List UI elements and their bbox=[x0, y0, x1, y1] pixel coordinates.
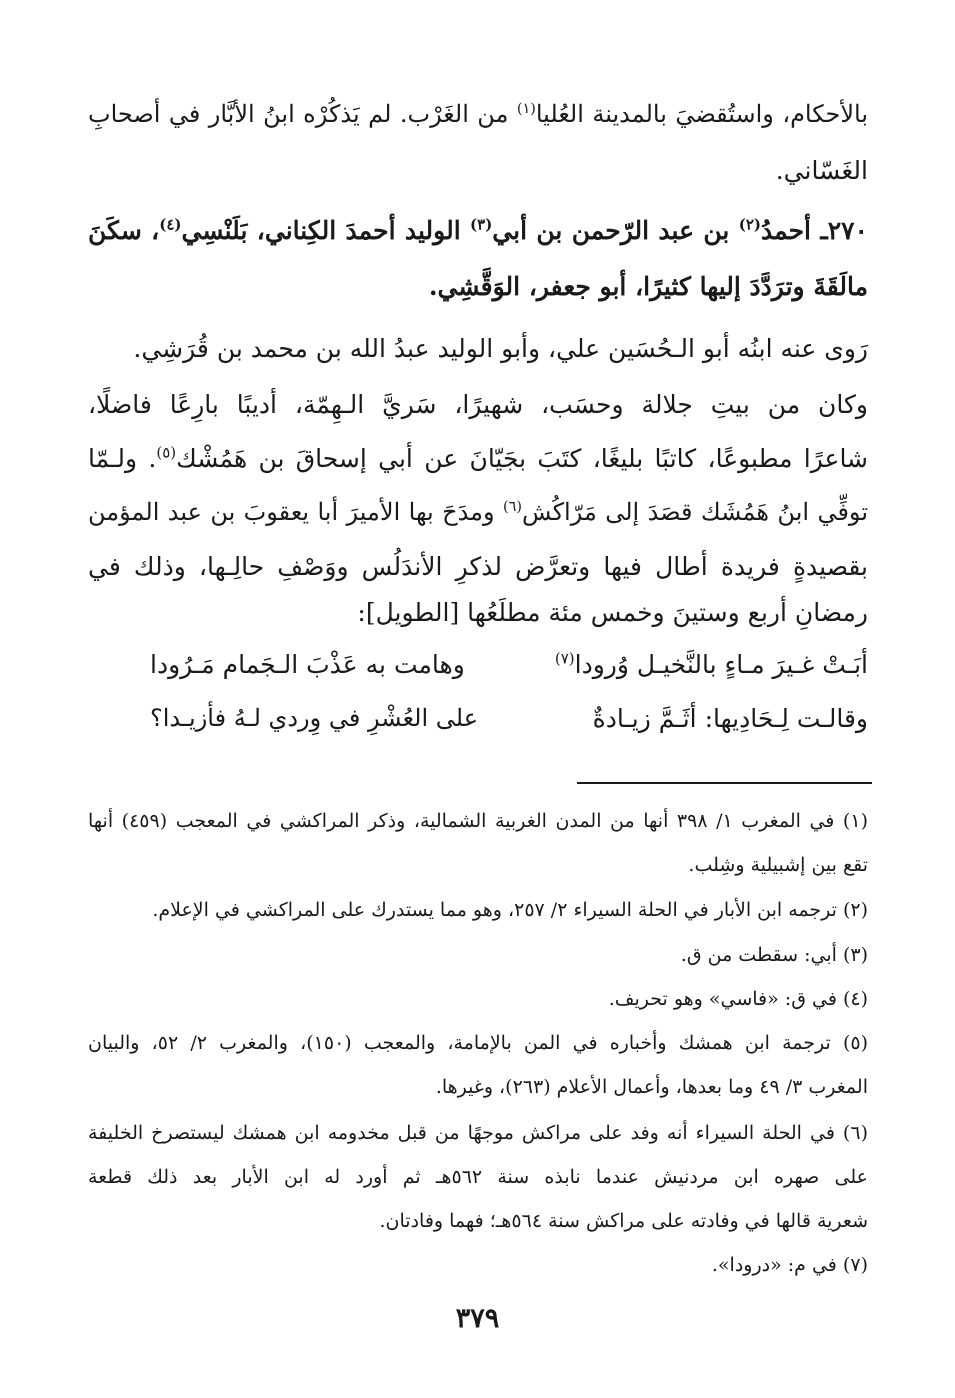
body-line: وكان من بيتِ جلالة وحسَب، شهيرًا، سَريَّ الـهِمّة، أديبًا بارِعًا فاضلًا، bbox=[88, 390, 868, 419]
footnote-separator bbox=[577, 782, 872, 784]
footnote-ref[interactable]: (١) bbox=[516, 101, 536, 117]
body-line: بالأحكام، واستُقضيَ بالمدينة العُليا$^{(١)}$ من الغَرْب. لم يَذكُرْه ابنُ الأبَّار في أصحابِ bbox=[88, 100, 869, 128]
body-line: شاعرًا مطبوعًا، كاتبًا بليغًا، كتَبَ بجَيّانَ عن أبي إسحاقَ بن هَمُشْك$^{(٥)}$. ولـمّا bbox=[88, 443, 869, 473]
body-line: رمضانِ أربع وستينَ وخمس مئة مطلَعُها [الطويل]: bbox=[357, 598, 868, 627]
footnote-line: شعرية قالها في وفادته على مراكش سنة ٥٦٤هـ؛ فهما وفادتان. bbox=[379, 1210, 868, 1232]
footnote-line: (٣) أبي: سقطت من ق. bbox=[680, 944, 868, 966]
verse-hemistich-right: وقالـت لِـحَادِيها: أثَـمَّ زيـادةٌ bbox=[592, 704, 868, 733]
verse-hemistich-left: على العُشْرِ في وِردي لـهُ فأزيـدا؟ bbox=[150, 704, 479, 732]
verse-hemistich-left: وهامت به عَذْبَ الـجَمام مَـرُودا bbox=[150, 650, 465, 679]
footnote-line: (٧) في م: «درودا». bbox=[711, 1254, 868, 1276]
body-line: بقصيدةٍ فريدة أطال فيها وتعرَّض لذكرِ الأندَلُس ووَصْفِ حالِـها، وذلك في bbox=[88, 552, 868, 581]
footnote-line: تقع بين إشبيلية وشِلب. bbox=[688, 854, 868, 876]
page-number: ٣٧٩ bbox=[455, 1303, 500, 1334]
footnote-ref[interactable]: (٧) bbox=[554, 649, 575, 668]
body-line: توفِّي ابنُ هَمُشَك قصَدَ إلى مَرّاكُش$^{(٦)}$ ومدَحَ بها الأميرَ أبا يعقوبَ بن عبد المؤمن bbox=[88, 498, 869, 526]
footnote-line: (٦) في الحلة السيراء أنه وفد على مراكش موجهًا من قبل مخدومه ابن همشك ليستصرخ الخليفة bbox=[88, 1122, 868, 1144]
entry-heading-line: مالَقَةَ وترَدَّدَ إليها كثيرًا، أبو جعفر، الوَقَّشِي. bbox=[428, 272, 868, 301]
verse-hemistich-right: أبَـتْ غـيرَ مـاءٍ بالنَّخيـل وُرودا$^{(٧)}$ bbox=[554, 649, 868, 679]
footnote-ref[interactable]: (٤) bbox=[159, 215, 182, 234]
footnote-ref[interactable]: (٢) bbox=[738, 215, 762, 234]
body-line: الغَسّاني. bbox=[775, 156, 868, 185]
footnote-line: على صهره ابن مردنيش عندما نابذه سنة ٥٦٢هـ ثم أورد له ابن الأبار بعد ذلك قطعة bbox=[88, 1166, 869, 1188]
footnote-line: (١) في المغرب ١/ ٣٩٨ أنها من المدن الغربية الشمالية، وذكر المراكشي في المعجب (٤٥٩) أنها bbox=[88, 810, 868, 832]
entry-heading-line: ٢٧٠ـ أحمدُ$^{(٢)}$ بن عبد الرّحمن بن أبي$^{(٣)}$ الوليد أحمدَ الكِناني، بَلَنْسِي$^{(٤)}$، سكَنَ bbox=[88, 215, 868, 245]
body-line: رَوى عنه ابنُه أبو الـحُسَين علي، وأبو الوليد عبدُ الله بن محمد بن قُرَشِي. bbox=[133, 334, 868, 363]
footnote-line: (٥) ترجمة ابن همشك وأخباره في المن بالإمامة، والمعجب (١٥٠)، والمغرب ٢/ ٥٢، والبيان bbox=[88, 1032, 868, 1054]
footnote-ref[interactable]: (٦) bbox=[503, 499, 523, 515]
footnote-ref[interactable]: (٣) bbox=[470, 215, 493, 234]
footnote-line: (٢) ترجمه ابن الأبار في الحلة السيراء ٢/ ٢٥٧، وهو مما يستدرك على المراكشي في الإعلام. bbox=[152, 899, 868, 921]
footnote-line: (٤) في ق: «فاسي» وهو تحريف. bbox=[608, 988, 868, 1010]
footnote-line: المغرب ٣/ ٤٩ وما بعدها، وأعمال الأعلام (٢٦٣)، وغيرها. bbox=[435, 1076, 868, 1098]
footnote-ref[interactable]: (٥) bbox=[156, 443, 177, 462]
